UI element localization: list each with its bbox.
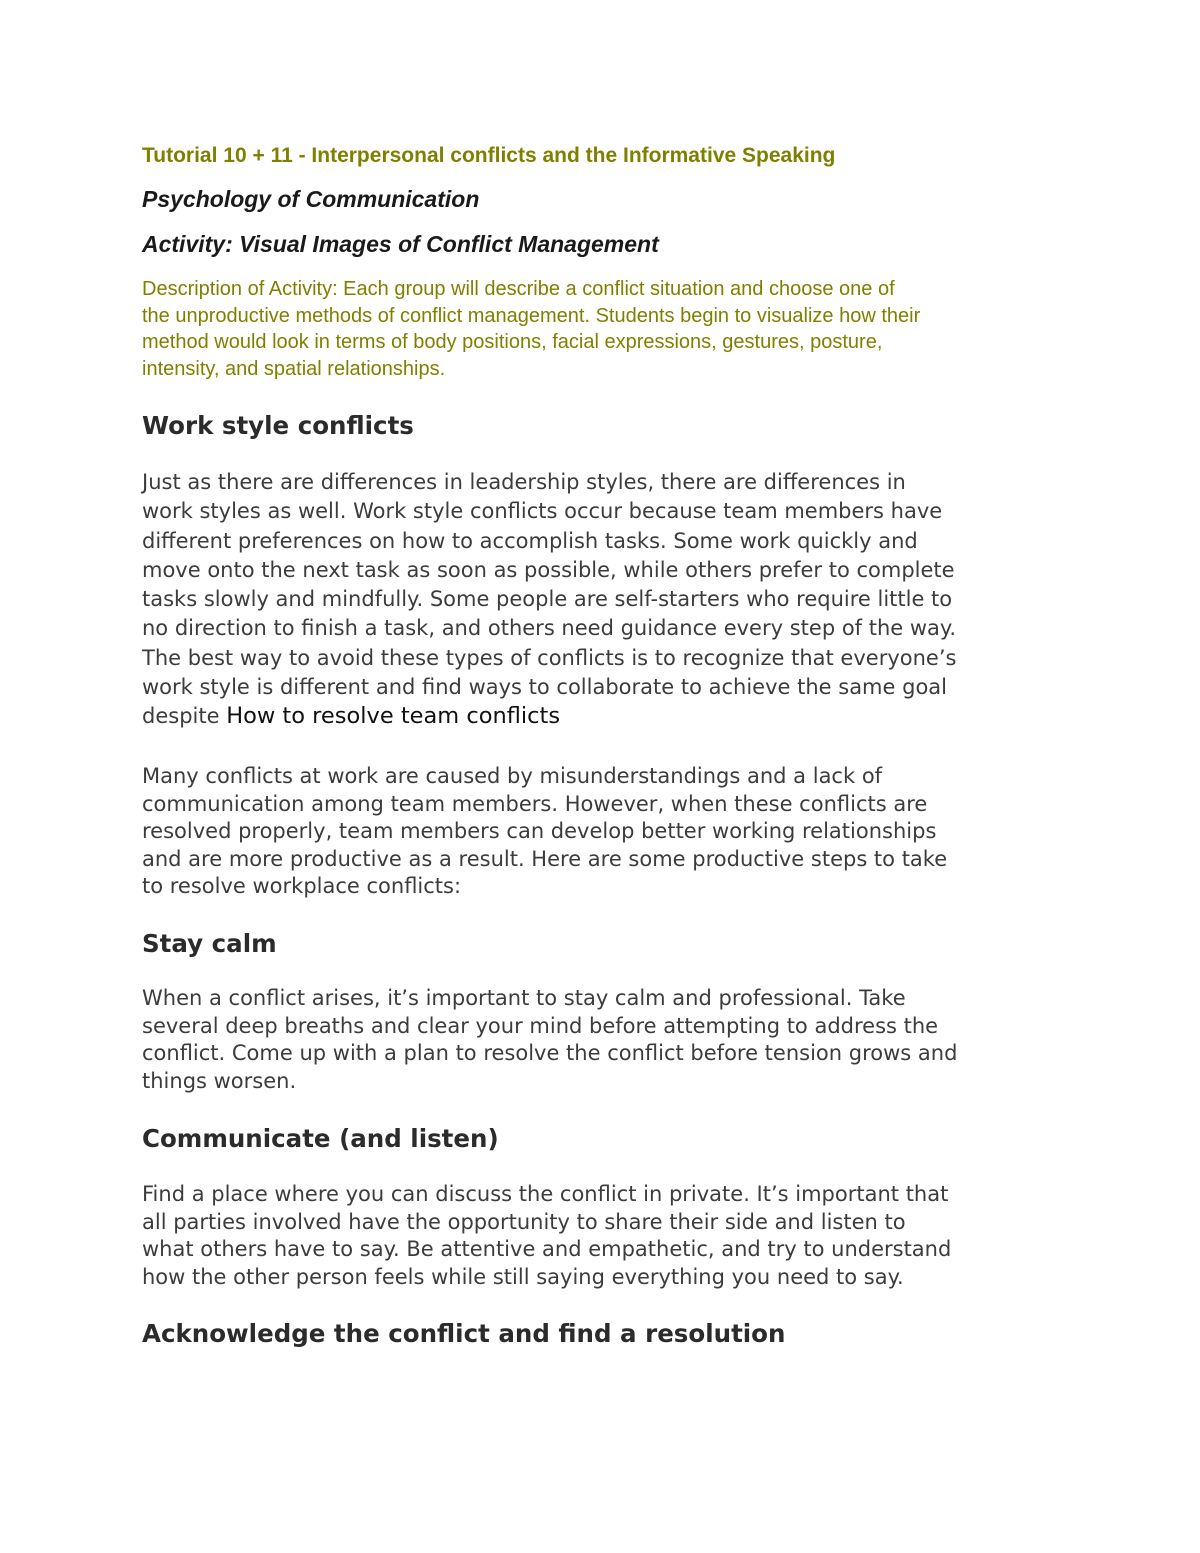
paragraph-line: Many conflicts at work are caused by misunderstandings and a lack of — [142, 764, 883, 788]
despite-word: despite — [142, 704, 227, 729]
inline-heading-resolve-team-conflicts: How to resolve team conflicts — [226, 703, 561, 730]
paragraph-many-conflicts — [142, 763, 947, 901]
paragraph-work-style — [142, 468, 956, 732]
paragraph-line: and are more productive as a result. Here are some productive steps to take — [142, 846, 948, 871]
description-line: the unproductive methods of conflict management. Students begin to visualize how their — [142, 304, 921, 327]
section-heading-stay-calm: Stay calm — [142, 929, 277, 958]
paragraph-line: tasks slowly and mindfully. Some people are self-starters who require little to — [142, 587, 953, 612]
paragraph-line: several deep breaths and clear your mind before attempting to address the — [142, 1013, 939, 1038]
activity-title: Activity: Visual Images of Conflict Management — [142, 231, 659, 257]
paragraph-line: move onto the next task as soon as possible, while others prefer to complete — [142, 557, 955, 582]
section-heading-communicate: Communicate (and listen) — [142, 1124, 499, 1153]
paragraph-stay-calm — [142, 985, 957, 1095]
activity-description — [142, 276, 920, 382]
description-line: intensity, and spatial relationships. — [142, 357, 446, 380]
paragraph-line: what others have to say. Be attentive and empathetic, and try to understand — [142, 1237, 952, 1261]
paragraph-line: The best way to avoid these types of conflicts is to recognize that everyone’s — [142, 645, 957, 670]
paragraph-line: Find a place where you can discuss the conflict in private. It’s important that — [142, 1182, 949, 1206]
paragraph-line: conflict. Come up with a plan to resolve the conflict before tension grows and — [142, 1041, 958, 1065]
paragraph-line: to resolve workplace conflicts: — [142, 874, 462, 898]
paragraph-line: things worsen. — [142, 1068, 297, 1093]
paragraph-line: work style is different and find ways to collaborate to achieve the same goal — [142, 675, 947, 700]
tutorial-title: Tutorial 10 + 11 - Interpersonal conflicts and the Informative Speaking — [142, 144, 836, 167]
paragraph-line: Just as there are differences in leadership styles, there are differences in — [142, 470, 906, 494]
description-line: method would look in terms of body positions, facial expressions, gestures, posture, — [142, 331, 883, 353]
section-heading-work-style-conflicts: Work style conflicts — [142, 411, 414, 440]
paragraph-line: all parties involved have the opportunity to share their side and listen to — [142, 1209, 906, 1234]
paragraph-line: no direction to finish a task, and others need guidance every step of the way. — [142, 616, 957, 641]
paragraph-line: resolved properly, team members can develop better working relationships — [142, 819, 937, 843]
description-line: Description of Activity: Each group will describe a conflict situation and choose one of — [142, 278, 895, 300]
paragraph-line: When a conflict arises, it’s important to stay calm and professional. Take — [142, 986, 906, 1010]
subject-title: Psychology of Communication — [142, 186, 480, 212]
paragraph-line: communication among team members. However, when these conflicts are — [142, 791, 928, 816]
paragraph-line: different preferences on how to accomplish tasks. Some work quickly and — [142, 528, 918, 553]
paragraph-line: work styles as well. Work style conflicts occur because team members have — [142, 499, 943, 524]
section-heading-acknowledge: Acknowledge the conflict and find a resolution — [142, 1319, 786, 1348]
paragraph-communicate — [142, 1181, 951, 1291]
paragraph-line: how the other person feels while still saying everything you need to say. — [142, 1264, 904, 1289]
paragraph-line-last — [142, 702, 956, 731]
